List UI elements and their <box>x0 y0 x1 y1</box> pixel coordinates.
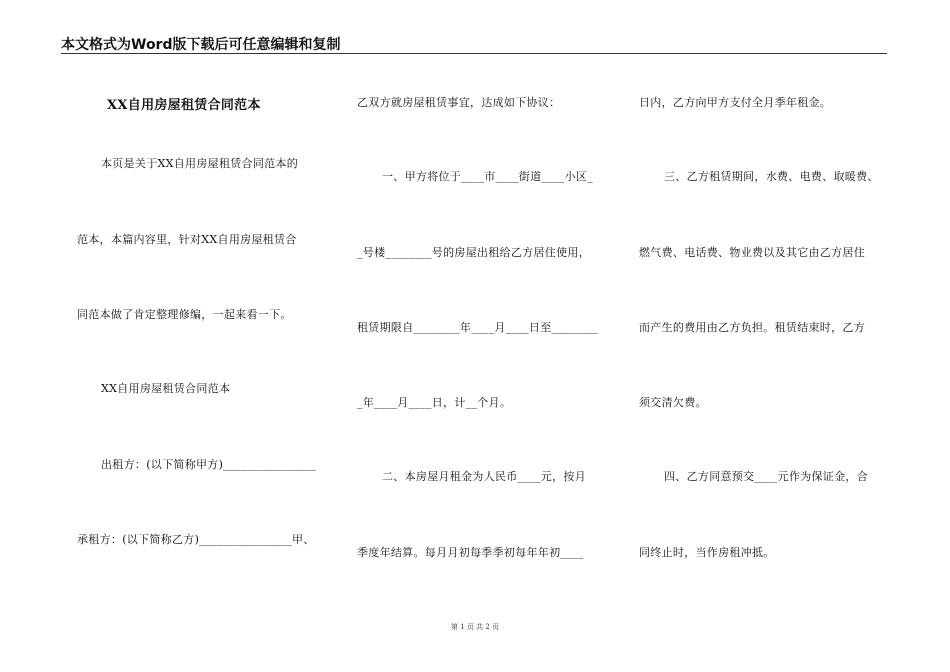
paragraph-line: 同范本做了肯定整理修编，一起来看一下。 <box>77 308 292 321</box>
lessee-line: 承租方：(以下简称乙方)________________甲、 <box>77 533 315 546</box>
document-header-title: 本文格式为Word版下载后可任意编辑和复制 <box>61 37 341 53</box>
paragraph-line: 日内，乙方向甲方支付全月季年租金。 <box>639 96 832 109</box>
clause-4-line: 同终止时，当作房租冲抵。 <box>639 546 775 559</box>
section-heading: XX自用房屋租赁合同范本 <box>101 382 231 395</box>
paragraph-line: 乙双方就房屋租赁事宜，达成如下协议： <box>357 96 561 109</box>
clause-1-line: 租赁期限自________年____月____日至________ <box>357 321 598 334</box>
clause-1-line: _年____月____日，计__个月。 <box>357 396 512 409</box>
clause-4-line: 四、乙方同意预交____元作为保证金，合 <box>664 470 868 483</box>
document-title: XX自用房屋租赁合同范本 <box>107 98 261 113</box>
clause-3-line: 而产生的费用由乙方负担。租赁结束时，乙方 <box>639 321 865 334</box>
page-number: 第 1 页 共 2 页 <box>450 623 500 631</box>
clause-1-line: _号楼________号的房屋出租给乙方居住使用， <box>357 246 590 259</box>
paragraph-line: 范本，本篇内容里，针对XX自用房屋租赁合 <box>77 233 297 246</box>
clause-3-line: 须交清欠费。 <box>639 396 707 409</box>
clause-3-line: 燃气费、电话费、物业费以及其它由乙方居住 <box>639 246 865 259</box>
clause-1-line: 一、甲方将位于____市____街道____小区_ <box>382 170 593 183</box>
clause-3-line: 三、乙方租赁期间，水费、电费、取暖费、 <box>664 170 879 183</box>
clause-2-line: 二、本房屋月租金为人民币____元，按月 <box>382 470 586 483</box>
paragraph-line: 本页是关于XX自用房屋租赁合同范本的 <box>101 157 299 170</box>
clause-2-line: 季度年结算。每月月初每季季初每年年初____ <box>357 546 584 559</box>
header-divider <box>61 53 887 54</box>
lessor-line: 出租方：(以下简称甲方)________________ <box>101 458 316 471</box>
